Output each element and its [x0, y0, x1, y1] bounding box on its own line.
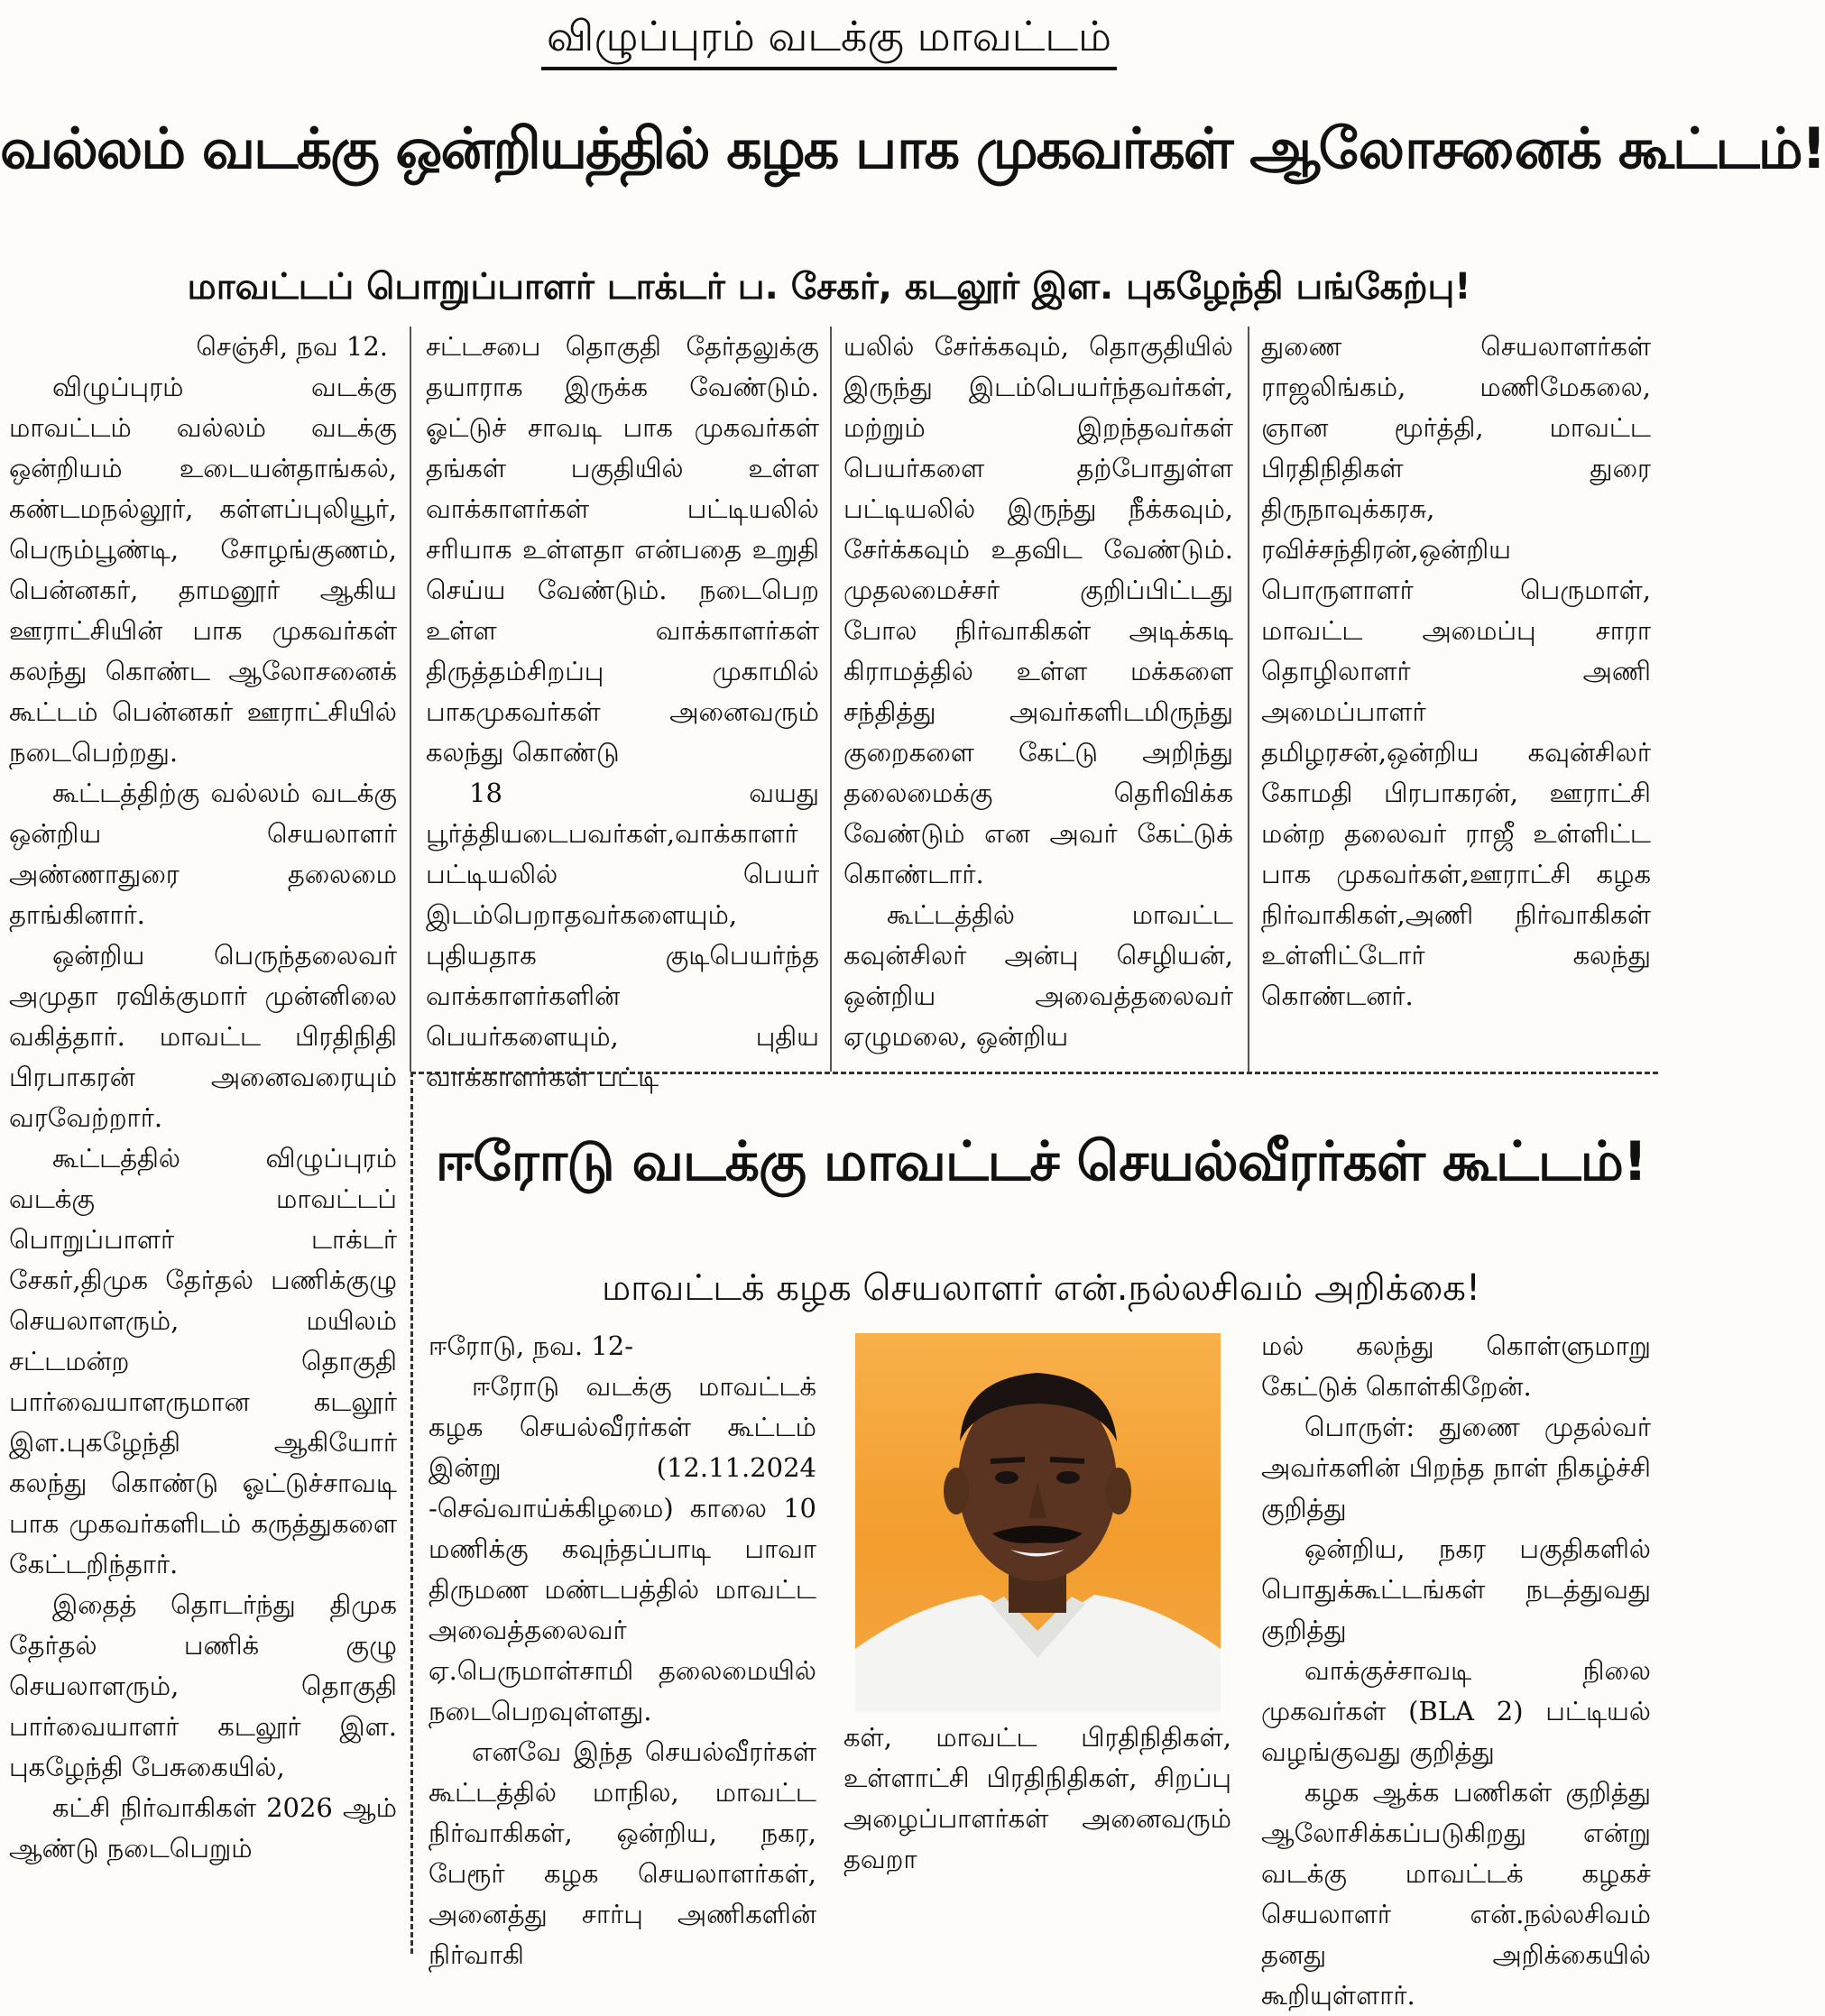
paragraph: யலில் சேர்க்கவும், தொகுதியில் இருந்து இடம்பெயர்ந்தவர்கள், மற்றும் இறந்தவர்கள் பெயர்களை தற்போதுள்ள பட்டியலில் இருந்து நீக்கவும், சேர்க்கவும் உதவிட வேண்டும். முதலமைச்சர் குறிப்பிட்டது போல நிர்வாகிகள் அடிக்கடி கிராமத்தில் உள்ள மக்களை சந்தித்து அவர்களிடமிருந்து குறைகளை கேட்டு அறிந்து தலைமைக்கு தெரிவிக்க வேண்டும் என அவர் கேட்டுக் கொண்டார்.: [843, 331, 1233, 889]
paragraph: கூட்டத்தில் மாவட்ட கவுன்சிலர் அன்பு செழியன், ஒன்றிய அவைத்தலைவர் ஏழுமலை, ஒன்றிய: [843, 899, 1233, 1052]
paragraph: கள், மாவட்ட பிரதிநிதிகள், உள்ளாட்சி பிரதிநிதிகள், சிறப்பு அழைப்பாளர்கள் அனைவரும் தவறா: [843, 1722, 1231, 1874]
paragraph: ஒன்றிய, நகர பகுதிகளில் பொதுக்கூட்டங்கள் நடத்துவது குறித்து: [1261, 1533, 1651, 1645]
article1-headline: வல்லம் வடக்கு ஒன்றியத்தில் கழக பாக முகவர்கள் ஆலோசனைக் கூட்டம்!: [0, 115, 1825, 181]
column-divider: [410, 327, 411, 1072]
paragraph: ஈரோடு வடக்கு மாவட்டக் கழக செயல்வீரர்கள் கூட்டம் இன்று (12.11.2024 -செவ்வாய்க்கிழமை) காலை 10 மணிக்கு கவுந்தப்பாடி பாவா திருமண மண்டபத்தில் மாவட்ட அவைத்தலைவர் ஏ.பெருமாள்சாமி தலைமையில் நடைபெறவுள்ளது.: [429, 1371, 816, 1726]
column-divider: [830, 327, 832, 1072]
column-divider: [1248, 327, 1249, 1072]
article1-dateline: செஞ்சி, நவ 12.: [196, 331, 388, 362]
article1-column-4: [1261, 327, 1651, 1066]
section-title-text: விழுப்புரம் வடக்கு மாவட்டம்: [541, 7, 1117, 70]
paragraph: 18 வயது பூர்த்தியடைபவர்கள்,வாக்காளர் பட்டியலில் பெயர் இடம்பெறாதவர்களையும், புதியதாக குடிபெயர்ந்த வாக்காளர்களின் பெயர்களையும், புதிய வாக்காளர்கள் பட்டி: [426, 778, 819, 1092]
article1-column-2: [426, 327, 819, 1092]
paragraph: சட்டசபை தொகுதி தேர்தலுக்கு தயாராக இருக்க வேண்டும். ஓட்டுச் சாவடி பாக முகவர்கள் தங்கள் பகுதியில் உள்ள வாக்காளர்கள் பட்டியலில் சரியாக உள்ளதா என்பதை உறுதி செய்ய வேண்டும். நடைபெற உள்ள வாக்காளர்கள் திருத்தம்சிறப்பு முகாமில் பாகமுகவர்கள் அனைவரும் கலந்து கொண்டு: [426, 331, 819, 768]
article2-border-top: [410, 1072, 1658, 1074]
article2-dateline: ஈரோடு, நவ. 12-: [429, 1330, 633, 1361]
portrait-illustration: [855, 1333, 1221, 1712]
article2-column-2: [843, 1717, 1231, 1954]
section-title: [0, 7, 1658, 70]
article2-headline: ஈரோடு வடக்கு மாவட்டச் செயல்வீரர்கள் கூட்டம்!: [435, 1130, 1647, 1193]
article1-column-3: [843, 327, 1233, 1066]
article2-column-1: [429, 1326, 816, 1970]
paragraph: கூட்டத்திற்கு வல்லம் வடக்கு ஒன்றிய செயலாளர் அண்ணாதுரை தலைமை தாங்கினார்.: [9, 778, 397, 930]
article2-column-3: [1261, 1326, 1651, 2011]
article2-subhead: மாவட்டக் கழக செயலாளர் என்.நல்லசிவம் அறிக்கை!: [601, 1267, 1481, 1309]
paragraph: விழுப்புரம் வடக்கு மாவட்டம் வல்லம் வடக்கு ஒன்றியம் உடையன்தாங்கல், கண்டமநல்லூர், கள்ளப்புலியூர், பெரும்பூண்டி, சோழங்குணம், பென்னகர், தாமனூர் ஆகிய ஊராட்சியின் பாக முகவர்கள் கலந்து கொண்ட ஆலோசனைக் கூட்டம் பென்னகர் ஊராட்சியில் நடைபெற்றது.: [9, 372, 397, 768]
article1-column-1: [9, 327, 397, 1954]
paragraph: மல் கலந்து கொள்ளுமாறு கேட்டுக் கொள்கிறேன்.: [1261, 1330, 1651, 1402]
portrait-photo: [855, 1333, 1221, 1712]
paragraph: துணை செயலாளர்கள் ராஜலிங்கம், மணிமேகலை, ஞான மூர்த்தி, மாவட்ட பிரதிநிதிகள் துரை திருநாவுக்கரசு, ரவிச்சந்திரன்,ஒன்றிய பொருளாளர் பெருமாள், மாவட்ட அமைப்பு சாரா தொழிலாளர் அணி அமைப்பாளர் தமிழரசன்,ஒன்றிய கவுன்சிலர் கோமதி பிரபாகரன், ஊராட்சி மன்ற தலைவர் ராஜீ உள்ளிட்ட பாக முகவர்கள்,ஊராட்சி கழக நிர்வாகிகள்,அணி நிர்வாகிகள் உள்ளிட்டோர் கலந்து கொண்டனர்.: [1261, 331, 1651, 1011]
paragraph: பொருள்: துணை முதல்வர் அவர்களின் பிறந்த நாள் நிகழ்ச்சி குறித்து: [1261, 1412, 1651, 1524]
paragraph: எனவே இந்த செயல்வீரர்கள் கூட்டத்தில் மாநில, மாவட்ட நிர்வாகிகள், ஒன்றிய, நகர, பேரூர் கழக செயலாளர்கள், அனைத்து சார்பு அணிகளின் நிர்வாகி: [429, 1736, 816, 1970]
paragraph: கட்சி நிர்வாகிகள் 2026 ஆம் ஆண்டு நடைபெறும்: [9, 1792, 397, 1864]
paragraph: ஒன்றிய பெருந்தலைவர் அமுதா ரவிக்குமார் முன்னிலை வகித்தார். மாவட்ட பிரதிநிதி பிரபாகரன் அனைவரையும் வரவேற்றார்.: [9, 940, 397, 1133]
paragraph: கழக ஆக்க பணிகள் குறித்து ஆலோசிக்கப்படுகிறது என்று வடக்கு மாவட்டக் கழகச் செயலாளர் என்.நல்லசிவம் தனது அறிக்கையில் கூறியுள்ளார்.: [1261, 1777, 1651, 2011]
article2-border-left: [410, 1072, 413, 1954]
paragraph: இதைத் தொடர்ந்து திமுக தேர்தல் பணிக் குழு செயலாளரும், தொகுதி பார்வையாளர் கடலூர் இள. புகழேந்தி பேசுகையில்,: [9, 1589, 397, 1782]
paragraph: கூட்டத்தில் விழுப்புரம் வடக்கு மாவட்டப் பொறுப்பாளர் டாக்டர் சேகர்,திமுக தேர்தல் பணிக்குழு செயலாளரும், மயிலம் சட்டமன்ற தொகுதி பார்வையாளருமான கடலூர் இள.புகழேந்தி ஆகியோர் கலந்து கொண்டு ஓட்டுச்சாவடி பாக முகவர்களிடம் கருத்துகளை கேட்டறிந்தார்.: [9, 1143, 397, 1579]
paragraph: வாக்குச்சாவடி நிலை முகவர்கள் (BLA 2) பட்டியல் வழங்குவது குறித்து: [1261, 1655, 1651, 1767]
article1-subhead: மாவட்டப் பொறுப்பாளர் டாக்டர் ப. சேகர், கடலூர் இள. புகழேந்தி பங்கேற்பு!: [187, 266, 1471, 308]
